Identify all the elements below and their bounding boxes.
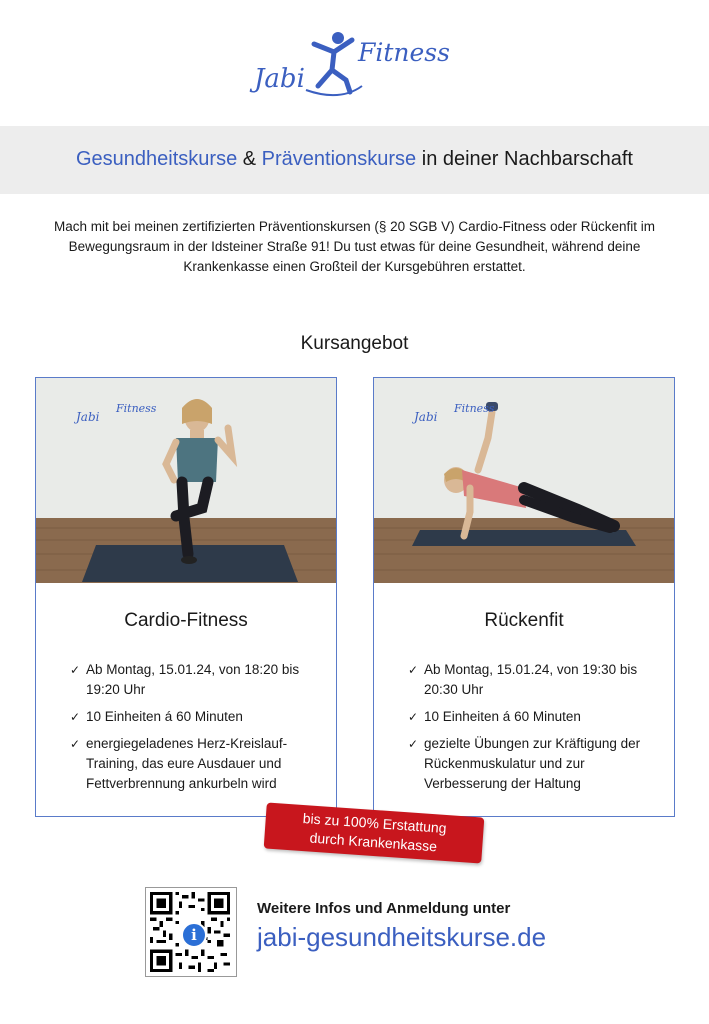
cardio-photo-wall-logo-jabi: Jabi	[76, 410, 100, 424]
headline-ampersand: &	[237, 148, 262, 170]
course-card-rueckenfit	[373, 377, 675, 817]
rueckenfit-photo-wall-logo-fitness: Fitness	[454, 402, 495, 415]
cardio-fitness-photo	[36, 378, 336, 583]
rueckenfit-bullet-list	[408, 660, 670, 801]
badge-line-2: durch Krankenkasse	[309, 829, 438, 855]
bullet-text: gezielte Übungen zur Kräftigung der Rückenmuskulatur und zur Verbesserung der Haltung	[424, 736, 641, 791]
info-icon: i	[181, 922, 207, 948]
cardio-bullet-list	[70, 660, 332, 801]
headline-gesundheitskurse: Gesundheitskurse	[76, 148, 238, 170]
intro-paragraph: Mach mit bei meinen zertifizierten Präventionskursen (§ 20 SGB V) Cardio-Fitness oder Rückenfit im Bewegungsraum in der Idsteiner Straße 91! Du tust etwas für deine Gesundheit, während deine Krankenkasse einen Großteil der Kursgebühren erstattet.	[54, 219, 655, 274]
logo-word-jabi: Jabi	[254, 64, 305, 94]
course-title-cardio: Cardio-Fitness	[124, 610, 248, 631]
list-item	[70, 660, 332, 700]
course-card-cardio	[35, 377, 337, 817]
badge-line-1: bis zu 100% Erstattung	[302, 810, 448, 837]
list-item	[408, 707, 670, 727]
check-icon: ✓	[70, 737, 81, 751]
check-icon: ✓	[408, 663, 419, 677]
check-icon: ✓	[408, 710, 419, 724]
list-item	[408, 734, 670, 794]
website-link[interactable]: jabi-gesundheitskurse.de	[257, 922, 547, 952]
page-headline	[0, 148, 709, 171]
headline-nachbarschaft: in deiner Nachbarschaft	[416, 148, 633, 170]
section-title-kursangebot: Kursangebot	[300, 333, 409, 354]
course-title-rueckenfit: Rückenfit	[484, 610, 564, 631]
cardio-photo-wall-logo-fitness: Fitness	[116, 402, 157, 415]
bullet-text: Ab Montag, 15.01.24, von 19:30 bis 20:30 Uhr	[424, 662, 638, 697]
jabi-fitness-logo	[246, 28, 466, 108]
bullet-text: energiegeladenes Herz-Kreislauf-Training, das eure Ausdauer und Fettverbrennung ankurbeln wird	[86, 736, 288, 791]
headline-praeventionskurse: Präventionskurse	[261, 148, 417, 170]
check-icon: ✓	[408, 737, 419, 751]
rueckenfit-photo-wall-logo-jabi: Jabi	[414, 410, 438, 424]
logo-word-fitness: Fitness	[358, 38, 450, 67]
bullet-text: 10 Einheiten á 60 Minuten	[424, 709, 581, 724]
rueckenfit-photo	[374, 378, 674, 583]
check-icon: ✓	[70, 710, 81, 724]
bullet-text: 10 Einheiten á 60 Minuten	[86, 709, 243, 724]
check-icon: ✓	[70, 663, 81, 677]
more-info-label: Weitere Infos und Anmeldung unter	[257, 900, 511, 917]
list-item	[70, 734, 332, 794]
bullet-text: Ab Montag, 15.01.24, von 18:20 bis 19:20 Uhr	[86, 662, 300, 697]
list-item	[408, 660, 670, 700]
qr-code[interactable]	[145, 887, 237, 977]
list-item	[70, 707, 332, 727]
